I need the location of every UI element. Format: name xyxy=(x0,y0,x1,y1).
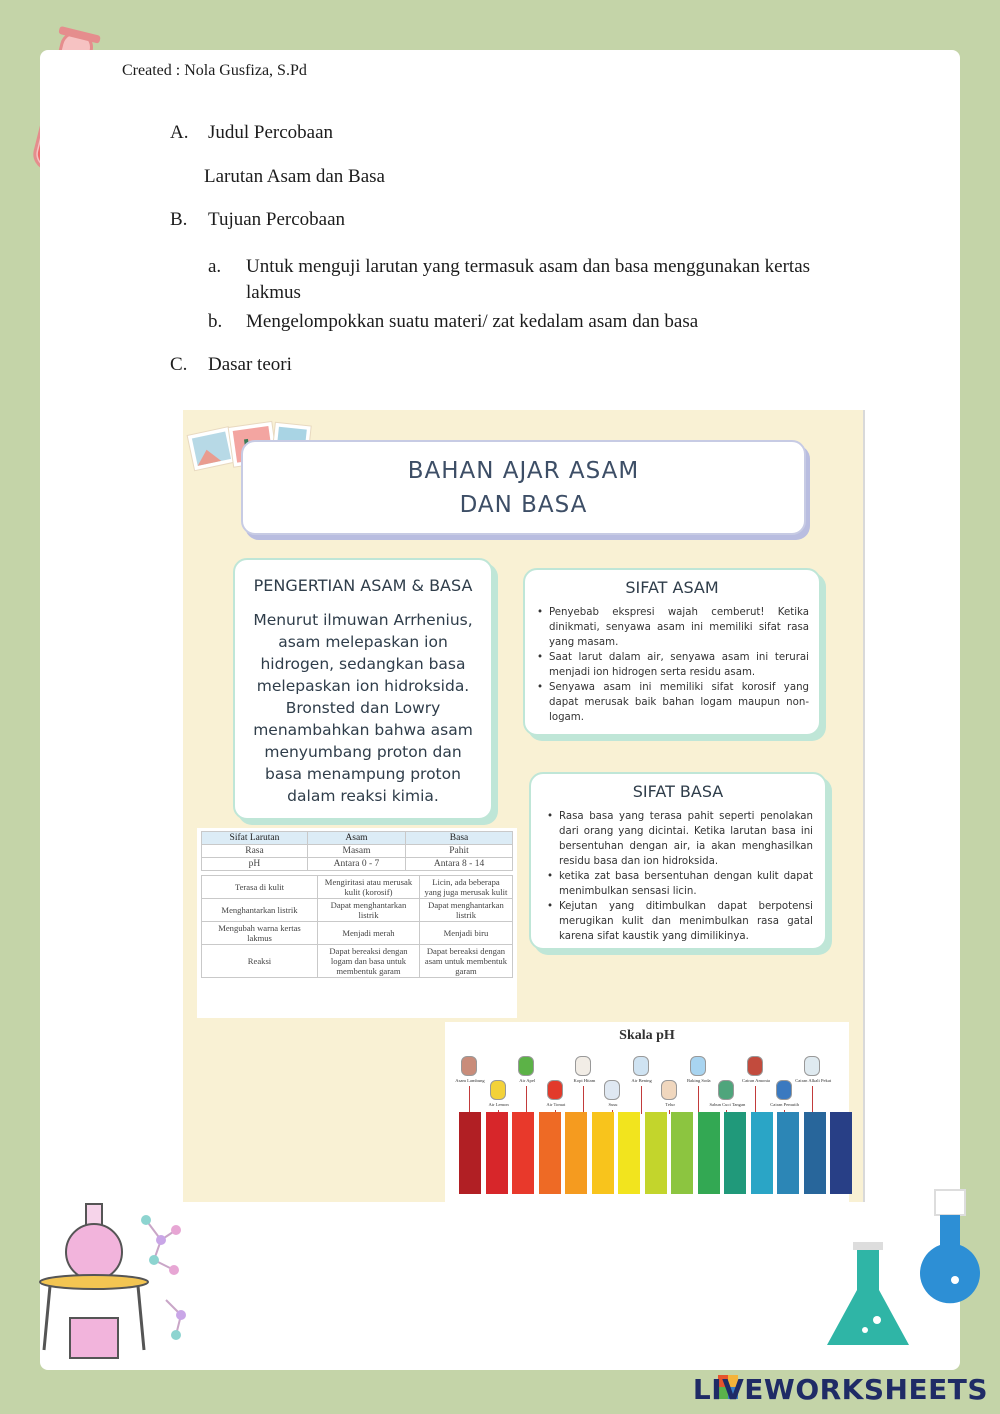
table-cell: Menghantarkan listrik xyxy=(202,899,318,922)
flask-stand-illustration xyxy=(36,1200,201,1365)
author-credit: Created : Nola Gusfiza, S.Pd xyxy=(122,62,307,79)
section-c-title: Dasar teori xyxy=(208,354,292,375)
section-c-letter: C. xyxy=(170,354,188,375)
acid-property-item: • Penyebab ekspresi wajah cemberut! Ketika dinikmati, senyawa asam ini memiliki sifat rasa yang masam. xyxy=(537,605,809,650)
objective-b-text: Mengelompokkan suatu materi/ zat kedalam asam dan basa xyxy=(246,311,699,332)
table-row xyxy=(202,876,513,899)
base-properties-title: SIFAT BASA xyxy=(632,782,724,801)
section-a-content: Larutan Asam dan Basa xyxy=(204,166,385,187)
table-header: Asam xyxy=(307,832,405,845)
definition-line: Bronsted dan Lowry xyxy=(285,699,441,717)
ph-item-label: Air Lemon xyxy=(488,1102,509,1107)
ph-item-label: Kopi Hitam xyxy=(573,1078,596,1083)
ph-bar xyxy=(777,1112,799,1194)
definition-line: hidrogen, sedangkan basa xyxy=(260,655,466,673)
base-properties-card xyxy=(529,772,827,950)
table-cell: Rasa xyxy=(202,845,308,858)
definition-card-title: PENGERTIAN ASAM & BASA xyxy=(253,576,473,595)
ph-item-label: Baking Soda xyxy=(686,1078,711,1083)
definition-line: asam melepaskan ion xyxy=(278,633,448,651)
section-a-letter: A. xyxy=(170,122,189,143)
ph-item-label: Cairan Amonia xyxy=(742,1078,770,1083)
definition-line: Menurut ilmuwan Arrhenius, xyxy=(253,611,473,629)
poster-title-line2: DAN BASA xyxy=(459,492,588,518)
ph-item-label: Cairan Pemutih xyxy=(770,1102,799,1107)
ph-bar xyxy=(698,1112,720,1194)
ph-item-label: Air Bening xyxy=(631,1078,652,1083)
ph-bar xyxy=(671,1112,693,1194)
table-cell: Menjadi biru xyxy=(419,922,512,945)
definition-line: menyumbang proton dan xyxy=(264,743,462,761)
table-cell: Masam xyxy=(307,845,405,858)
acid-base-poster xyxy=(183,410,865,1202)
section-b-letter: B. xyxy=(170,209,188,230)
ph-item-label: Sabun Cuci Tangan xyxy=(709,1102,746,1107)
liveworksheets-brand: LIVEWORKSHEETS xyxy=(692,1373,988,1406)
ph-bar xyxy=(565,1112,587,1194)
chemistry-flasks-illustration xyxy=(815,1170,995,1360)
table-cell: Dapat bereaksi dengan logam dan basa untuk membentuk garam xyxy=(318,945,420,978)
ph-item-label: Susu xyxy=(608,1102,618,1107)
ph-bar xyxy=(539,1112,561,1194)
definition-line: dalam reaksi kimia. xyxy=(287,787,439,805)
table-row xyxy=(202,922,513,945)
poster-title-line1: BAHAN AJAR ASAM xyxy=(407,458,640,484)
definition-card xyxy=(233,558,493,820)
section-b-title: Tujuan Percobaan xyxy=(208,209,346,230)
table-cell: Pahit xyxy=(406,845,513,858)
acid-properties-title: SIFAT ASAM xyxy=(625,578,719,597)
ph-bar xyxy=(486,1112,508,1194)
ph-item-label: Asam Lambung xyxy=(455,1078,485,1083)
ph-item-label: Cairan Alkali Pekat xyxy=(795,1078,832,1083)
base-property-item: • ketika zat basa bersentuhan dengan kulit dapat menimbulkan sensasi licin. xyxy=(547,869,813,899)
table-cell: Terasa di kulit xyxy=(202,876,318,899)
table-cell: Antara 0 - 7 xyxy=(307,858,405,871)
table-cell: Mengubah warna kertas lakmus xyxy=(202,922,318,945)
base-property-item: • Rasa basa yang terasa pahit seperti penolakan dari orang yang dicintai. Ketika larutan basa ini bersentuhan dengan air, ia akan menghasilkan residu basa dan ion hidroksida. xyxy=(547,809,813,869)
ph-scale-figure xyxy=(445,1022,849,1202)
definition-line: melepaskan ion hidroksida. xyxy=(256,677,470,695)
table-cell: Reaksi xyxy=(202,945,318,978)
ph-bar xyxy=(751,1112,773,1194)
table-cell: Dapat menghantarkan listrik xyxy=(318,899,420,922)
acid-properties-card xyxy=(523,568,821,736)
ph-item-label: Air Tomat xyxy=(546,1102,566,1107)
ph-bars-layer xyxy=(445,1022,849,1202)
table-cell: Menjadi merah xyxy=(318,922,420,945)
ph-bar xyxy=(618,1112,640,1194)
table-cell: Dapat bereaksi dengan asam untuk membentuk garam xyxy=(419,945,512,978)
acid-property-item: • Saat larut dalam air, senyawa asam ini terurai menjadi ion hidrogen serta residu asam. xyxy=(537,650,809,680)
table-cell: Mengiritasi atau merusak kulit (korosif) xyxy=(318,876,420,899)
ph-bar xyxy=(592,1112,614,1194)
poster-title-banner xyxy=(241,440,806,535)
ph-item-label: Telur xyxy=(665,1102,675,1107)
comparison-table-detail xyxy=(201,875,513,978)
ph-bar xyxy=(512,1112,534,1194)
definition-line: basa menampung proton xyxy=(265,765,461,783)
table-header: Basa xyxy=(406,832,513,845)
acid-property-item: • Senyawa asam ini memiliki sifat korosif yang dapat merusak baik bahan logam maupun non-logam. xyxy=(537,680,809,725)
table-cell: Licin, ada beberapa yang juga merusak kulit xyxy=(419,876,512,899)
ph-bar xyxy=(724,1112,746,1194)
objective-a-text-cont: lakmus xyxy=(246,282,301,303)
objective-b-marker: b. xyxy=(208,311,223,332)
ph-item-label: Air Apel xyxy=(519,1078,536,1083)
definition-line: menambahkan bahwa asam xyxy=(253,721,473,739)
table-cell: pH xyxy=(202,858,308,871)
table-cell: Dapat menghantarkan listrik xyxy=(419,899,512,922)
ph-scale-title: Skala pH xyxy=(619,1028,675,1043)
base-property-item: • Kejutan yang ditimbulkan dapat berpotensi merugikan kulit dan menimbulkan rasa gatal karena sifat kaustik yang dimilikinya. xyxy=(547,899,813,944)
ph-bar xyxy=(645,1112,667,1194)
objective-a-text: Untuk menguji larutan yang termasuk asam dan basa menggunakan kertas xyxy=(246,256,811,277)
ph-bar xyxy=(459,1112,481,1194)
table-row xyxy=(202,899,513,922)
table-row xyxy=(202,845,513,858)
table-row xyxy=(202,945,513,978)
table-header: Sifat Larutan xyxy=(202,832,308,845)
objective-a-marker: a. xyxy=(208,256,222,277)
comparison-tables xyxy=(197,828,517,1018)
section-a-title: Judul Percobaan xyxy=(208,122,334,143)
table-cell: Antara 8 - 14 xyxy=(406,858,513,871)
comparison-table-basic xyxy=(201,831,513,871)
table-row xyxy=(202,858,513,871)
